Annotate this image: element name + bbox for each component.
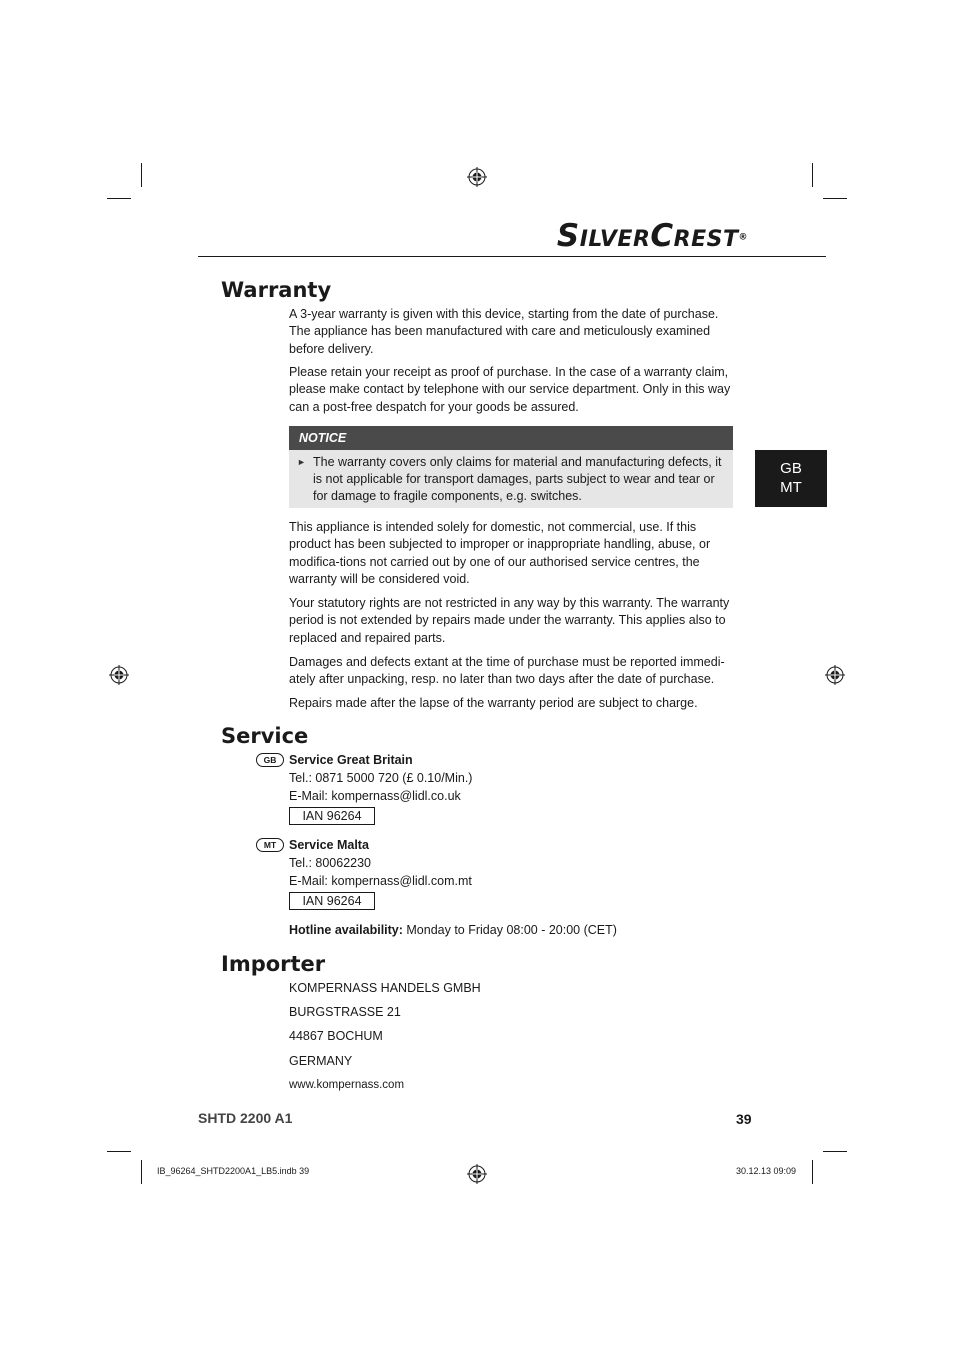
warranty-paragraph: Repairs made after the lapse of the warranty period are subject to charge.	[289, 696, 698, 710]
warranty-paragraph: A 3-year warranty is given with this device, starting from the date of purchase. The appliance has been manufactured with care and meticulously examined before delivery.	[289, 307, 719, 356]
registration-mark-icon	[109, 665, 129, 685]
importer-heading: Importer	[221, 952, 326, 976]
service-mt-tel: Tel.: 80062230	[289, 856, 372, 870]
language-tab-mt: MT	[780, 479, 802, 496]
importer-line: GERMANY	[289, 1054, 353, 1068]
language-tab	[755, 450, 827, 507]
notice-text: The warranty covers only claims for material and manufacturing defects, it is not applicable for transport damages, parts subject to wear and tear or for damage to fragile components, e.g. switches.	[313, 455, 722, 503]
page-number: 39	[736, 1111, 752, 1127]
registration-mark-icon	[825, 665, 845, 685]
arrow-right-icon: ►	[297, 457, 306, 467]
crop-mark	[141, 163, 142, 187]
footer-model: SHTD 2200 A1	[198, 1110, 293, 1126]
header-rule	[198, 256, 826, 257]
flag-gb-icon: GB	[256, 753, 284, 767]
warranty-paragraph: Damages and defects extant at the time of purchase must be reported immedi-ately after unpacking, resp. no later than two days after the date of purchase.	[289, 655, 725, 687]
importer-line: 44867 BOCHUM	[289, 1029, 383, 1043]
crop-mark	[823, 198, 847, 199]
crop-mark	[107, 198, 131, 199]
crop-mark	[107, 1151, 131, 1152]
service-gb-tel: Tel.: 0871 5000 720 (£ 0.10/Min.)	[289, 771, 473, 785]
importer-line: KOMPERNASS HANDELS GMBH	[289, 981, 481, 995]
registration-mark-icon	[467, 1164, 487, 1184]
service-mt-name: Service Malta	[289, 838, 369, 852]
warranty-paragraph: This appliance is intended solely for domestic, not commercial, use. If this product has been subjected to improper or inappropriate handling, abuse, or modifica-tions not carried out by one of our authorised service centres, the warranty will be considered void.	[289, 520, 711, 587]
warranty-heading: Warranty	[221, 278, 332, 302]
crop-mark	[141, 1160, 142, 1184]
registration-mark-icon	[467, 167, 487, 187]
hotline-label: Hotline availability:	[289, 923, 403, 937]
flag-mt-icon: MT	[256, 838, 284, 852]
importer-website: www.kompernass.com	[289, 1079, 405, 1091]
slug-date: 30.12.13 09:09	[736, 1166, 797, 1176]
service-mt-email: E-Mail: kompernass@lidl.com.mt	[289, 874, 472, 888]
service-gb-name: Service Great Britain	[289, 753, 413, 767]
notice-header: NOTICE	[289, 426, 733, 450]
hotline	[289, 922, 617, 939]
crop-mark	[812, 1160, 813, 1184]
importer-line: BURGSTRASSE 21	[289, 1005, 401, 1019]
language-tab-gb: GB	[780, 460, 802, 477]
hotline-value: Monday to Friday 08:00 - 20:00 (CET)	[402, 923, 617, 937]
warranty-paragraph: Please retain your receipt as proof of purchase. In the case of a warranty claim, please make contact by telephone with our service department. Only in this way can a post-free despatch for your goods be assured.	[289, 365, 731, 414]
brand-logo: SILVERCREST®	[556, 218, 748, 254]
service-gb-email: E-Mail: kompernass@lidl.co.uk	[289, 789, 461, 803]
service-heading: Service	[221, 724, 309, 748]
ian-box: IAN 96264	[289, 807, 375, 825]
ian-box: IAN 96264	[289, 892, 375, 910]
warranty-paragraph: Your statutory rights are not restricted in any way by this warranty. The warranty period is not extended by repairs made under the warranty. This applies also to replaced and repaired parts.	[289, 596, 730, 645]
slug-file-info: IB_96264_SHTD2200A1_LB5.indb 39	[157, 1166, 310, 1176]
crop-mark	[823, 1151, 847, 1152]
notice-box	[289, 450, 733, 508]
crop-mark	[812, 163, 813, 187]
